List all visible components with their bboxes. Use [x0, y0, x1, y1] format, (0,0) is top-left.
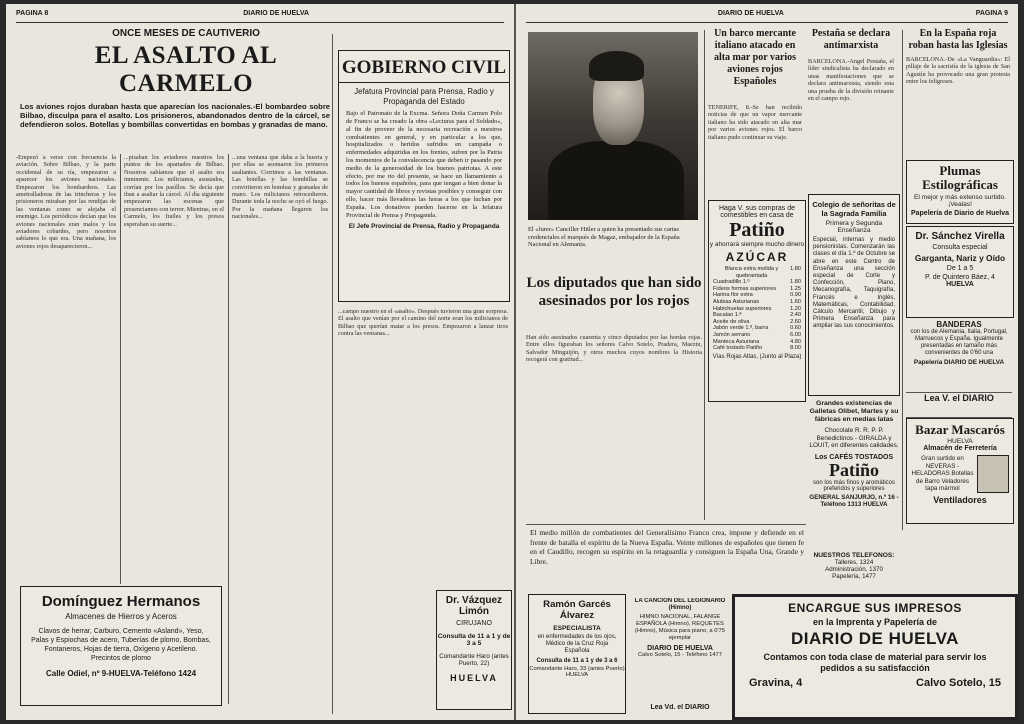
vazquez-ad: [436, 590, 512, 710]
hitler-photo: [528, 32, 698, 220]
article-column-1: -Empezó a verse con frecuencia la aviación. Sobre Bilbao, y la parte occidental de su ría, empezaron a aparecer los aviones nacionales. Empezaron los bombardeos. Las ametralladoras de las trincheras y los prisioneros miraban por las rendijas de las ventanas como se alejaba el enemigo. Los periódicos decían que los aviones nacionales eran malos y los aviadores cobardes, pero nosotros sabíamos lo que era. Una mañana, los aviones rojos desaparecieron...: [16, 154, 116, 250]
price-item-name: Café tostado Patiño: [713, 345, 763, 352]
cancion-title: LA CANCION DEL LEGIONARIO (Himno): [634, 598, 726, 611]
patino-tagline: y ahorrará siempre mucho dinero: [709, 241, 805, 248]
ad-subtitle: Almacenes de Hierros y Aceros: [65, 612, 177, 621]
impresos-address-2: Calvo Sotelo, 15: [916, 677, 1001, 689]
article-column-3: ...una ventana que daba a la huerta y por ellas se asomaron los primeros asaltantes. Corrimos a las ventanas. Las botellas y las bombillas se convirtieron en bombas y granadas de mano. Los milicianos retrocedieron. Durante toda la noche se oyó el fuego. Por la mañana llegaron los nacionales...: [232, 154, 328, 221]
iglesias-headline: En la España roja roban hasta las Iglesias: [908, 28, 1008, 51]
patino-price-list: [713, 266, 801, 352]
garces-hours: Consulta de 11 a 1 y de 3 a 6: [536, 657, 618, 664]
banderas-body: con los de Alemania, Italia, Portugal, Marruecos y España. Igualmente presentadas en tamaño más convenientes de 0'60 una: [910, 329, 1008, 356]
price-item-value: 1.80: [790, 266, 801, 272]
dominguez-ad: [20, 586, 222, 706]
galletas-title: Grandes existencias de Galletas Olibet, Martes y su fábricas en medias latas: [809, 400, 899, 423]
paper-name: DIARIO DE HUELVA: [717, 10, 784, 17]
impresos-address-1: Gravina, 4: [749, 677, 803, 689]
barco-headline: Un barco mercante italiano atacado en alta mar por varios aviones rojos Españoles: [713, 28, 797, 87]
cancion-address: Calvo Sotelo, 15 - Teléfono 1477: [637, 652, 722, 658]
mascaros-items: Gran surtido en NEVERAS - HELADORAS Botellas de Barro Veladores tapa mármol: [911, 455, 974, 493]
price-item-value: 0.90: [790, 292, 801, 299]
price-item-value: 1.25: [790, 285, 801, 292]
telefono-talleres: Talleres, 1324: [834, 559, 874, 566]
article-column-2: ...pisaban los aviadores nuestros los puntos de los apartados de Bilbao. Nosotros sabíamos que el asalto era inminente. Los milicianos, asustados, corrían por los pasillos. Se decía que iban a asaltar la cárcel. Al día siguiente empezaron las escenas que presenciamos con terror. Mientras, en el Carmelo, los frailes y los presos esperaban su suerte...: [124, 154, 224, 228]
price-row: [713, 312, 801, 319]
price-item-value: 4.80: [790, 338, 801, 345]
sanchez-address: P. de Quintero Báez, 4: [925, 274, 995, 281]
cafe-name: Patiño: [828, 459, 879, 480]
price-row: [713, 325, 801, 332]
impresos-title: ENCARGUE SUS IMPRESOS: [788, 601, 962, 615]
price-item-value: 6.00: [790, 331, 801, 338]
garces-address: Comandante Haro, 33 (antes Puerto) HUELVA: [529, 665, 625, 678]
colegio-ad: [808, 194, 900, 396]
colegio-body: Especial, internas y medio pensionistas. Comenzarán las clases el día 1.º de Octubre se abre en este Centro de Enseñanza una sección especial de Corte y Confección, Piano, Mecanografía, Taquigrafía, Francés e Inglés, Matemáticas, Contabilidad, Cálculo Mercantil, Dibujo y Primera Enseñanza para ampliar las sus conocimientos.: [813, 237, 895, 330]
price-item-name: Jabón verde 1.ª, barra: [713, 325, 769, 332]
sanchez-hours: De 1 a 5: [946, 265, 974, 272]
diputados-headline: Los diputados que han sido asesinados por los rojos: [526, 275, 702, 309]
mascaros-footer: Ventiladores: [933, 495, 987, 505]
telefonos-box: [808, 552, 900, 592]
price-row: [713, 339, 801, 346]
mascaros-kicker: Lea V. el DIARIO: [906, 392, 1012, 418]
article-kicker: ONCE MESES DE CAUTIVERIO: [112, 28, 260, 39]
price-item-name: Habichuelas superiores: [713, 305, 772, 312]
article-subhead: Los aviones rojos duraban hasta que aparecían los nacionales.-El bombardeo sobre Bilbao, disculpa para el asalto. Los prisioneros, abandonados dentro de la cárcel, se defendieron solos. Botellas y bombillas convertidas en bombas y granadas de mano.: [20, 102, 330, 130]
colegio-subtitle: Primera y Segunda Enseñanza: [825, 220, 883, 234]
impresos-body: Contamos con toda clase de material para servir los pedidos a su satisfacción: [763, 652, 987, 673]
price-item-value: 2.40: [790, 312, 801, 319]
ad-body: Clavos de herrar, Carburo, Cemento «Asland», Yeso, Palas y Espiochas de acero, Tuberías de plomo, Bombas, Fontaneros, Hojas de tierra, Oxígeno y Acetileno. Precintos de plomo: [31, 628, 211, 662]
price-item-name: Harina flor extra: [713, 292, 753, 299]
plumas-subtitle: El mejor y más extenso surtido. ¡Vealas!: [914, 194, 1006, 208]
price-item-name: Bacalao 1.ª: [713, 312, 742, 319]
diputados-body: Han sido asesinados cuarenta y cinco diputados por las hordas rojas. Entre ellos figuraban los señores Calvo Sotelo, Pradera, Maeztu, Salvador Minguijón, y otros muchos cuyos nombres la Historia recogerá con gratitud...: [526, 334, 702, 364]
banderas-title: BANDERAS: [936, 320, 982, 329]
garces-title: ESPECIALISTA: [553, 625, 601, 632]
newspaper-spread: [6, 4, 1018, 720]
price-item-value: 2.60: [790, 318, 801, 325]
page-number: PAGINA 8: [16, 10, 49, 17]
barco-body: TENERIFE, 8.-Se han recibido noticias de que un vapor mercante italiano ha sido atacado en alta mar por varios aviones rojos. El barco italiano pudo continuar su viaje.: [708, 104, 802, 141]
galletas-body: Chocolate R. R. P. P. Benedictinos - GIRALDA y LOUIT, en diferentes calidades.: [809, 427, 899, 450]
sanchez-name: Dr. Sánchez Virella: [915, 231, 1005, 242]
plumas-shop: Papelería de Diario de Huelva: [910, 210, 1010, 217]
paper-name: DIARIO DE HUELVA: [243, 10, 310, 17]
mascaros-subtitle: Almacén de Ferretería: [923, 445, 997, 452]
price-item-value: 1.60: [790, 298, 801, 305]
garces-ad: [528, 594, 626, 714]
doctor-city: HUELVA: [450, 673, 498, 683]
price-item-value: 1.80: [790, 279, 801, 286]
sanchez-ad: [906, 226, 1014, 318]
left-page: [6, 4, 516, 720]
galletas-ad: [808, 400, 900, 550]
notice-body: Bajo el Patronato de la Excma. Señora Doña Carmen Polo de Franco se ha creado la obra «Lecturas para el Soldado», al fin de proveer de la necesaria recreación a nuestros combatientes en general, y en particular a los que, hospitalizados o heridos sufridos en campaña o enfermedades adquiridas en los frentes, sufren por la Patria los momentos de la convalecencia que deben ir pasando por medio de la generosidad de los buenos patriotas. A este efecto, por me rio del presente, se hace un llamamiento a todos los buenos españoles, para que tengan a bien donar la mayor cantidad de libros y revistas posibles y conseguir con ello, hacer más llevaderas las horas a los que luchan por España. Los donativos pueden hacerse en la Jefatura Provincial de Prensa y Propaganda.: [346, 110, 502, 219]
cafe-tagline: son los más finos y aromáticos preferidos y superiores: [812, 479, 896, 492]
mascaros-title: Bazar Mascarós: [915, 422, 1005, 437]
sanchez-city: HUELVA: [946, 281, 974, 288]
lea-diario-footer: Lea Vd. el DIARIO: [650, 704, 710, 711]
patino-address: Vías Rojas Altas, (Junto al Plaza): [712, 353, 802, 360]
price-item-value: 0.60: [790, 325, 801, 332]
price-item-value: 8.00: [790, 345, 801, 352]
sanchez-subtitle: Consulta especial: [932, 244, 988, 251]
price-item-value: 1.20: [790, 305, 801, 312]
impresos-subtitle: en la Imprenta y Papelería de: [812, 617, 938, 627]
right-folio: [526, 10, 1008, 23]
price-row: [713, 332, 801, 339]
iglesias-body: BARCELONA.-De «La Vanguardia»: El pillaje de la sacristía de la iglesia de San Agustín ha provocado una gran protesta entre los feligreses.: [906, 56, 1010, 86]
patino-name: Patiño: [729, 219, 785, 241]
pestana-headline: Pestaña se declara antimarxista: [811, 28, 891, 51]
sanchez-specialty: Garganta, Nariz y Oído: [914, 253, 1006, 263]
price-row: [713, 286, 801, 293]
doctor-address: Comandante Haro (antes Puerto, 22): [439, 653, 509, 667]
impresos-ad: [732, 594, 1018, 720]
price-item-name: Jamón serrano: [713, 331, 751, 338]
price-item-name: Alubias Asturianas: [713, 298, 760, 305]
garces-name: Ramón Garcés Álvarez: [543, 599, 611, 621]
plumas-title: Plumas Estilográficas: [922, 163, 998, 192]
cancion-ad: [632, 598, 728, 702]
price-row: [713, 266, 801, 279]
mascaros-ad: [906, 418, 1014, 524]
price-item-name: Cuadradillo 1.º: [713, 279, 750, 286]
price-item-name: Fideos formas superiores: [713, 285, 777, 292]
price-row: [713, 345, 801, 352]
notice-title: GOBIERNO CIVIL: [339, 57, 509, 83]
notice-subtitle: Jefatura Provincial para Prensa, Radio y Propaganda del Estado: [354, 87, 494, 106]
doctor-name: Dr. Vázquez Limón: [445, 595, 503, 617]
propaganda-banner: El medio millón de combatientes del Generalísimo Franco crea, impone y defiende en el frente de batalla el espíritu de la Nueva España. Veinte millones de españoles que tienen fe en el Caudillo, recogen su espíritu en la retaguardia y consiguen la España Una, Grande y Libre.: [530, 528, 804, 566]
pestana-body: BARCELONA.-Angel Pestaña, el líder sindicalista ha declarado en unas manifestaciones que se declara antimarxista, siendo esta una prueba de la división reinante en el campo rojo.: [808, 58, 894, 103]
cafe-address: GENERAL SANJURJO, n.º 16 - Teléfono 1313 HUELVA: [809, 493, 899, 508]
photo-caption: El «furer» Canciller Hitler a quien ha presentado sus cartas credenciales el marqués de Magaz, embajador de la España Nacional en Alemania.: [528, 226, 680, 249]
cafe-title: Los CAFÉS TOSTADOS: [814, 453, 894, 461]
plumas-ad: [906, 160, 1014, 224]
mascaros-city: HUELVA: [947, 438, 973, 445]
price-row: [713, 299, 801, 306]
telefono-administracion: Administración, 1370: [825, 566, 883, 573]
impresos-name: DIARIO DE HUELVA: [791, 629, 959, 648]
article-headline: EL ASALTO AL CARMELO: [94, 42, 278, 97]
ad-title: Domínguez Hermanos: [41, 593, 201, 610]
left-folio: [16, 10, 504, 23]
article-column-5: ...campo nuestro en el «asalto». Después tuvieron una gran sorpresa. El asalto que venían por el camino del norte eran los milicianos de Bilbao que querían matar a los presos. Empezaron a lanzar tiros contra las ventanas...: [338, 308, 508, 338]
patino-intro: Haga V. sus compras de comestibles en casa de: [718, 205, 795, 219]
banderas-shop: Papelería DIARIO DE HUELVA: [913, 359, 1005, 366]
cancion-shop: DIARIO DE HUELVA: [647, 645, 713, 652]
page-number: PAGINA 9: [975, 10, 1008, 17]
price-row: [713, 292, 801, 299]
right-page: [516, 4, 1018, 720]
colegio-title: Colegio de señoritas de la Sagrada Familia: [812, 200, 896, 218]
doctor-title: CIRUJANO: [456, 620, 492, 627]
banderas-ad: [906, 320, 1012, 386]
gobierno-civil-notice: [338, 50, 510, 302]
telefono-papeleria: Papelería, 1477: [832, 573, 876, 580]
patino-ad: [708, 200, 806, 402]
notice-signature: El Jefe Provincial de Prensa, Radio y Propaganda: [348, 223, 500, 231]
patino-product: AZÚCAR: [725, 250, 789, 264]
price-item-name: Aceite de oliva: [713, 318, 750, 325]
price-item-name: Blanca extra molida y quebrantada: [724, 266, 779, 279]
telefonos-title: NUESTROS TELEFONOS:: [813, 552, 895, 559]
cancion-items: HIMNO NACIONAL, FALANGE ESPAÑOLA (Himno), REQUETES (Himno), Música para piano, a 0'75 ejemplar: [634, 614, 726, 641]
ad-address: Calle Odiel, nº 9-HUELVA-Teléfono 1424: [45, 669, 197, 678]
garces-specialty: en enfermedades de los ojos, Médico de la Cruz Roja Española: [537, 634, 617, 655]
doctor-hours: Consulta de 11 a 1 y de 3 a 5: [437, 633, 511, 647]
refrigerator-illustration: [977, 455, 1009, 493]
price-row: [713, 279, 801, 286]
price-item-name: Manteca Asturiana: [713, 338, 760, 345]
